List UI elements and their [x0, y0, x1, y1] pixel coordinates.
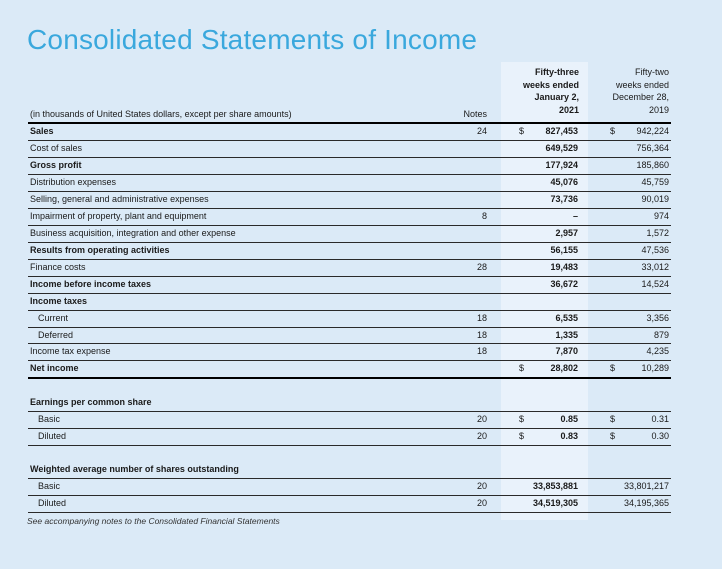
row-divider [28, 327, 671, 328]
current-dollar-sign: $ [519, 126, 525, 136]
prior-value: 3,356 [646, 313, 669, 323]
row-divider [28, 225, 671, 226]
prior-header-line-4: 2019 [648, 104, 669, 115]
prior-value: 34,195,365 [623, 498, 669, 508]
row-label: Business acquisition, integration and other expense [30, 228, 236, 238]
prior-value: 1,572 [646, 228, 669, 238]
row-notes: 20 [476, 414, 487, 424]
unit-note: (in thousands of United States dollars, except per share amounts) [30, 109, 292, 119]
table-row [28, 174, 671, 191]
current-value: 2,957 [555, 228, 578, 238]
table-row [28, 276, 671, 293]
table-row [28, 310, 671, 327]
section-heading [28, 394, 671, 411]
prior-dollar-sign: $ [610, 431, 616, 441]
row-label: Diluted [38, 498, 67, 508]
row-label: Weighted average number of shares outstanding [30, 464, 239, 474]
current-header-line-3: January 2, [534, 92, 579, 102]
row-label: Basic [38, 414, 61, 424]
current-header-line-1: Fifty-three [534, 67, 579, 77]
prior-year-header [590, 66, 669, 116]
row-label: Distribution expenses [30, 177, 117, 187]
row-notes: 28 [476, 262, 487, 272]
prior-value: 942,224 [636, 126, 669, 136]
table-row [28, 428, 671, 445]
row-divider [28, 360, 671, 361]
row-notes: 20 [476, 481, 487, 491]
table-row [28, 225, 671, 242]
row-divider [28, 343, 671, 344]
table-row [28, 411, 671, 428]
table-row [28, 123, 671, 140]
current-value: 1,335 [555, 330, 578, 340]
row-divider [28, 495, 671, 496]
prior-dollar-sign: $ [610, 363, 616, 373]
row-label: Deferred [38, 330, 74, 340]
page-title: Consolidated Statements of Income [27, 24, 478, 55]
current-value: – [572, 211, 578, 221]
row-label: Income taxes [30, 296, 88, 306]
table-row [28, 478, 671, 495]
row-divider [28, 259, 671, 260]
row-divider [28, 174, 671, 175]
row-label: Basic [38, 481, 61, 491]
current-value: 0.83 [560, 431, 578, 441]
prior-value: 974 [653, 211, 669, 221]
prior-value: 10,289 [641, 363, 669, 373]
row-notes: 18 [476, 346, 487, 356]
table-row [28, 242, 671, 259]
current-value: 6,535 [555, 313, 578, 323]
row-label: Income before income taxes [30, 279, 152, 289]
prior-value: 47,536 [641, 245, 669, 255]
row-label: Sales [30, 126, 54, 136]
row-divider [28, 242, 671, 243]
current-value: 56,155 [550, 245, 578, 255]
footnote: See accompanying notes to the Consolidated Financial Statements [27, 516, 280, 526]
current-header-line-2: weeks ended [522, 79, 579, 90]
row-notes: 18 [476, 313, 487, 323]
current-value: 649,529 [545, 143, 578, 153]
current-dollar-sign: $ [519, 363, 525, 373]
row-label: Results from operating activities [30, 245, 170, 255]
current-value: 33,853,881 [532, 481, 578, 491]
prior-value: 90,019 [641, 194, 669, 204]
row-divider [28, 208, 671, 209]
prior-value: 33,012 [641, 262, 669, 272]
row-divider [28, 310, 671, 311]
prior-value: 185,860 [636, 160, 669, 170]
row-divider [28, 445, 671, 446]
table-row [28, 208, 671, 225]
prior-value: 4,235 [646, 346, 669, 356]
current-value: 34,519,305 [532, 498, 578, 508]
row-label: Cost of sales [30, 143, 83, 153]
table-row [28, 157, 671, 174]
prior-value: 879 [653, 330, 669, 340]
row-label: Impairment of property, plant and equipment [30, 211, 207, 221]
current-value: 28,802 [550, 363, 578, 373]
section-heading [28, 461, 671, 478]
row-divider [28, 276, 671, 277]
prior-header-line-2: weeks ended [615, 79, 669, 90]
prior-dollar-sign: $ [610, 126, 616, 136]
row-notes: 18 [476, 330, 487, 340]
table-row [28, 495, 671, 512]
prior-header-line-3: December 28, [612, 92, 669, 102]
prior-value: 0.30 [651, 431, 669, 441]
row-label: Current [38, 313, 69, 323]
row-notes: 20 [476, 431, 487, 441]
row-divider [28, 478, 671, 479]
current-value: 7,870 [555, 346, 578, 356]
current-value: 177,924 [545, 160, 578, 170]
prior-dollar-sign: $ [610, 414, 616, 424]
current-dollar-sign: $ [519, 431, 525, 441]
current-value: 73,736 [550, 194, 578, 204]
row-label: Gross profit [30, 160, 82, 170]
prior-header-line-1: Fifty-two [634, 67, 669, 77]
header-rule [28, 122, 671, 124]
table-row [28, 360, 671, 377]
table-row [28, 140, 671, 157]
table-row [28, 327, 671, 344]
current-header-line-4: 2021 [558, 104, 579, 115]
row-notes: 20 [476, 498, 487, 508]
prior-value: 756,364 [636, 143, 669, 153]
row-label: Finance costs [30, 262, 86, 272]
prior-value: 33,801,217 [623, 481, 669, 491]
row-notes: 8 [481, 211, 487, 221]
table-row [28, 343, 671, 360]
section-heading [28, 293, 671, 310]
row-notes: 24 [476, 126, 487, 136]
row-divider [28, 377, 671, 379]
prior-value: 14,524 [641, 279, 669, 289]
current-value: 36,672 [550, 279, 578, 289]
notes-column-header: Notes [463, 109, 487, 119]
row-label: Income tax expense [30, 346, 111, 356]
current-value: 0.85 [560, 414, 578, 424]
prior-value: 0.31 [651, 414, 669, 424]
row-divider [28, 428, 671, 429]
row-label: Net income [30, 363, 79, 373]
row-divider [28, 512, 671, 513]
current-value: 45,076 [550, 177, 578, 187]
row-label: Earnings per common share [30, 397, 152, 407]
prior-value: 45,759 [641, 177, 669, 187]
row-divider [28, 293, 671, 294]
row-divider [28, 140, 671, 141]
current-dollar-sign: $ [519, 414, 525, 424]
current-year-header [503, 66, 579, 116]
row-label: Diluted [38, 431, 67, 441]
row-label: Selling, general and administrative expenses [30, 194, 209, 204]
current-value: 827,453 [545, 126, 578, 136]
current-value: 19,483 [550, 262, 578, 272]
table-row [28, 191, 671, 208]
table-row [28, 259, 671, 276]
row-divider [28, 157, 671, 158]
row-divider [28, 191, 671, 192]
row-divider [28, 411, 671, 412]
